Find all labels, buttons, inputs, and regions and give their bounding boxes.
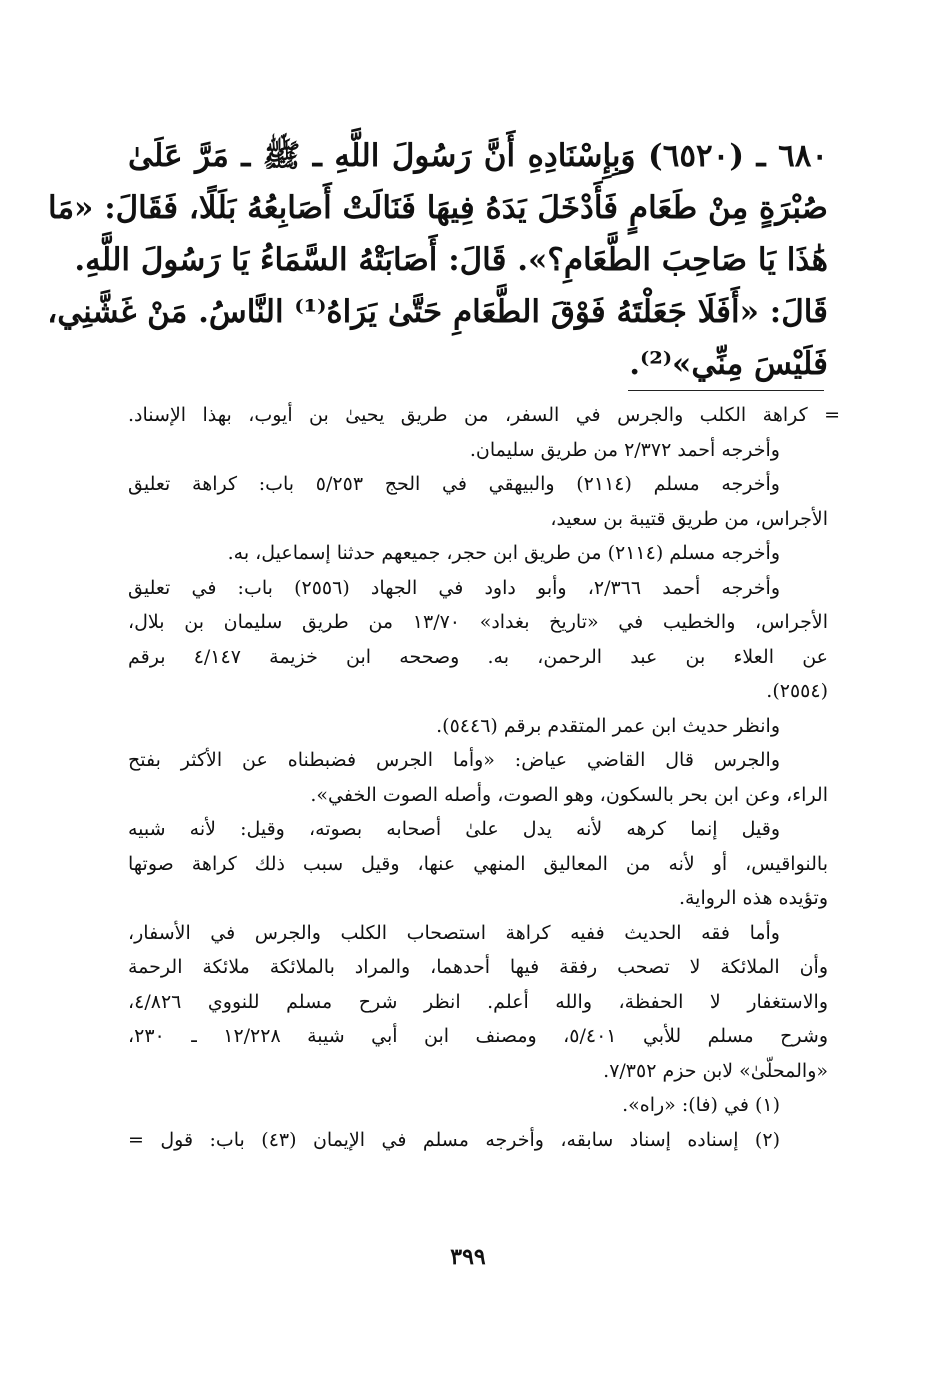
footnote-line: والاستغفار لا الحفظة، والله أعلم. انظر شرح مسلم للنووي ٤/٨٢٦، bbox=[128, 990, 828, 1013]
footnote-line: (١) في (فا): «راه». bbox=[622, 1094, 780, 1116]
footnote-line: (٢٥٥٤). bbox=[766, 680, 828, 702]
footnote-line: وأخرجه أحمد ٢/٣٦٦، وأبو داود في الجهاد (٢٥٥٦) باب: في تعليق bbox=[128, 576, 781, 599]
footnote-line: = كراهة الكلب والجرس في السفر، من طريق يحيىٰ بن أيوب، بهذا الإسناد. bbox=[128, 404, 840, 426]
footnote-line: «والمحلّىٰ» لابن حزم ٧/٣٥٢. bbox=[603, 1059, 828, 1082]
footnote-line: وقيل إنما كرهه لأنه يدل علىٰ أصحابه بصوته، وقيل: لأنه شبيه bbox=[128, 818, 780, 840]
footnotes bbox=[128, 398, 840, 1157]
footnote-line: (٢) إسناده إسناد سابقه، وأخرجه مسلم في الإيمان (٤٣) باب: قول = bbox=[128, 1128, 780, 1151]
footnote-line: وانظر حديث ابن عمر المتقدم برقم (٥٤٤٦). bbox=[436, 714, 780, 737]
footnote-line: الراء، وعن ابن بحر بالسكون، وهو الصوت، وأصله الصوت الخفي». bbox=[310, 783, 828, 806]
hadith-line: ٦٨٠ ـ (٦٥٢٠) وَبِإِسْنَادِهِ أَنَّ رَسُولَ اللَّهِ ـ ﷺ ـ مَرَّ عَلَىٰ bbox=[128, 138, 829, 174]
footnote-line: والجرس قال القاضي عياض: «وأما الجرس فضبطناه عن الأكثر بفتح bbox=[128, 749, 780, 771]
footnote-line: وشرح مسلم للأبي ٥/٤٠١، ومصنف ابن أبي شيبة ١٢/٢٢٨ ـ ٢٣٠، bbox=[128, 1025, 828, 1047]
hadith-line: صُبْرَةٍ مِنْ طَعَامٍ فَأَدْخَلَ يَدَهُ فِيهَا فَنَالَتْ أَصَابِعُهُ بَلَلًا، فَقَالَ: «مَا bbox=[48, 190, 828, 226]
footnote-line: وأخرجه مسلم (٢١١٤) من طريق ابن حجر، جميعهم حدثنا إسماعيل، به. bbox=[227, 542, 780, 564]
footnote-line: وتؤيده هذه الرواية. bbox=[678, 887, 828, 909]
hadith-line: هَٰذَا يَا صَاحِبَ الطَّعَامِ؟». قَالَ: أَصَابَتْهُ السَّمَاءُ يَا رَسُولَ اللَّهِ. bbox=[74, 242, 828, 278]
footnote-line: الأجراس، من طريق قتيبة بن سعيد، bbox=[550, 507, 828, 530]
footnote-line: عن العلاء بن عبد الرحمن، به. وصححه ابن خزيمة ٤/١٤٧ برقم bbox=[128, 645, 828, 668]
hadith-text bbox=[47, 130, 829, 390]
footnote-line: وأخرجه أحمد ٢/٣٧٢ من طريق سليمان. bbox=[469, 438, 780, 461]
hadith-line: قَالَ: «أَفَلَا جَعَلْتَهُ فَوْقَ الطَّعَامِ حَتَّىٰ يَرَاهُ⁽¹⁾ النَّاسُ. مَنْ غَشَّنِي، bbox=[47, 294, 828, 330]
footnote-separator bbox=[628, 390, 824, 391]
footnote-line: وأن الملائكة لا تصحب رفقة فيها أحدهما، والمراد بالملائكة ملائكة الرحمة bbox=[128, 956, 828, 978]
footnote-line: وأما فقه الحديث ففيه كراهة استصحاب الكلب والجرس في الأسفار، bbox=[128, 921, 780, 944]
footnote-line: بالنواقيس، أو لأنه من المعاليق المنهي عنها، وقيل سبب ذلك كراهة صوتها bbox=[128, 852, 828, 875]
hadith-line: فَلَيْسَ مِنِّي»⁽²⁾. bbox=[629, 346, 828, 382]
footnote-line: الأجراس، والخطيب في «تاريخ بغداد» ١٣/٧٠ من طريق سليمان بن بلال، bbox=[128, 611, 828, 633]
page-number: ٣٩٩ bbox=[450, 1244, 486, 1270]
footnote-line: وأخرجه مسلم (٢١١٤) والبيهقي في الحج ٥/٢٥٣ باب: كراهة تعليق bbox=[128, 473, 780, 495]
